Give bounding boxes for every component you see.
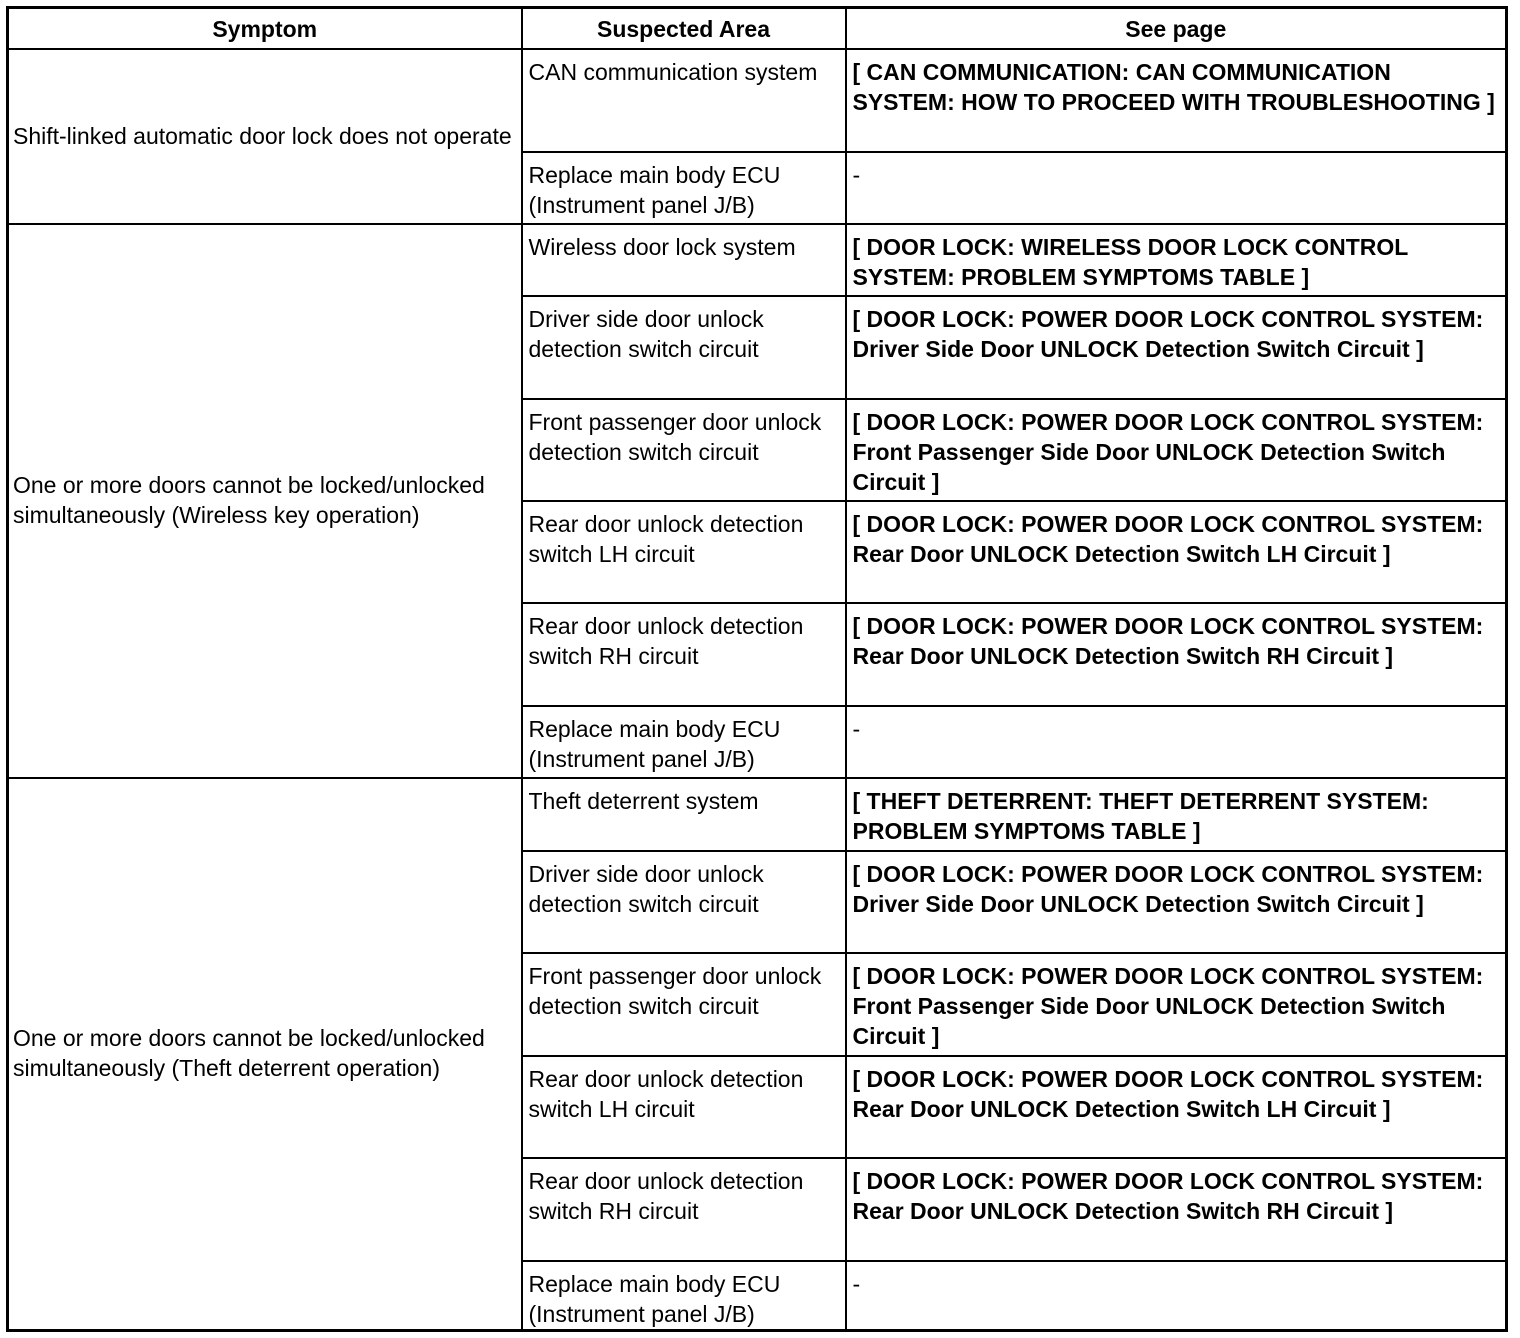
table-row	[8, 778, 1507, 851]
see-page-link[interactable]: [ DOOR LOCK: POWER DOOR LOCK CONTROL SYSTEM: Rear Door UNLOCK Detection Switch LH Circuit ]	[846, 501, 1507, 603]
suspected-area-cell: Rear door unlock detection switch RH circuit	[522, 603, 846, 706]
suspected-area-cell: Theft deterrent system	[522, 778, 846, 851]
see-page-link[interactable]: [ DOOR LOCK: WIRELESS DOOR LOCK CONTROL SYSTEM: PROBLEM SYMPTOMS TABLE ]	[846, 224, 1507, 296]
see-page-link[interactable]: [ DOOR LOCK: POWER DOOR LOCK CONTROL SYSTEM: Front Passenger Side Door UNLOCK Detection Switch Circuit ]	[846, 953, 1507, 1056]
see-page-cell: -	[846, 152, 1507, 224]
see-page-link[interactable]: [ DOOR LOCK: POWER DOOR LOCK CONTROL SYSTEM: Driver Side Door UNLOCK Detection Switch Circuit ]	[846, 296, 1507, 399]
suspected-area-cell: Rear door unlock detection switch LH circuit	[522, 501, 846, 603]
header-row	[8, 8, 1507, 50]
table-row	[8, 224, 1507, 296]
symptom-cell: Shift-linked automatic door lock does not operate	[8, 49, 522, 224]
suspected-area-header: Suspected Area	[522, 8, 846, 50]
see-page-link[interactable]: [ DOOR LOCK: POWER DOOR LOCK CONTROL SYSTEM: Rear Door UNLOCK Detection Switch LH Circuit ]	[846, 1056, 1507, 1158]
see-page-link[interactable]: [ DOOR LOCK: POWER DOOR LOCK CONTROL SYSTEM: Driver Side Door UNLOCK Detection Switch Circuit ]	[846, 851, 1507, 953]
suspected-area-cell: Rear door unlock detection switch LH circuit	[522, 1056, 846, 1158]
see-page-link[interactable]: [ THEFT DETERRENT: THEFT DETERRENT SYSTEM: PROBLEM SYMPTOMS TABLE ]	[846, 778, 1507, 851]
problem-symptoms-table	[6, 6, 1508, 1332]
suspected-area-cell: Replace main body ECU (Instrument panel J/B)	[522, 152, 846, 224]
table-row	[8, 49, 1507, 152]
suspected-area-cell: Driver side door unlock detection switch circuit	[522, 296, 846, 399]
symptom-cell: One or more doors cannot be locked/unlocked simultaneously (Theft deterrent operation)	[8, 778, 522, 1331]
see-page-link[interactable]: [ DOOR LOCK: POWER DOOR LOCK CONTROL SYSTEM: Rear Door UNLOCK Detection Switch RH Circuit ]	[846, 603, 1507, 706]
see-page-link[interactable]: [ DOOR LOCK: POWER DOOR LOCK CONTROL SYSTEM: Rear Door UNLOCK Detection Switch RH Circuit ]	[846, 1158, 1507, 1261]
symptom-header: Symptom	[8, 8, 522, 50]
suspected-area-cell: Wireless door lock system	[522, 224, 846, 296]
suspected-area-cell: Rear door unlock detection switch RH circuit	[522, 1158, 846, 1261]
suspected-area-cell: Front passenger door unlock detection switch circuit	[522, 399, 846, 501]
see-page-cell: -	[846, 1261, 1507, 1331]
suspected-area-cell: Driver side door unlock detection switch circuit	[522, 851, 846, 953]
symptom-cell: One or more doors cannot be locked/unlocked simultaneously (Wireless key operation)	[8, 224, 522, 778]
suspected-area-cell: Replace main body ECU (Instrument panel J/B)	[522, 706, 846, 778]
suspected-area-cell: Front passenger door unlock detection switch circuit	[522, 953, 846, 1056]
see-page-header: See page	[846, 8, 1507, 50]
see-page-link[interactable]: [ DOOR LOCK: POWER DOOR LOCK CONTROL SYSTEM: Front Passenger Side Door UNLOCK Detection Switch Circuit ]	[846, 399, 1507, 501]
suspected-area-cell: Replace main body ECU (Instrument panel J/B)	[522, 1261, 846, 1331]
see-page-cell: -	[846, 706, 1507, 778]
suspected-area-cell: CAN communication system	[522, 49, 846, 152]
see-page-link[interactable]: [ CAN COMMUNICATION: CAN COMMUNICATION SYSTEM: HOW TO PROCEED WITH TROUBLESHOOTING ]	[846, 49, 1507, 152]
